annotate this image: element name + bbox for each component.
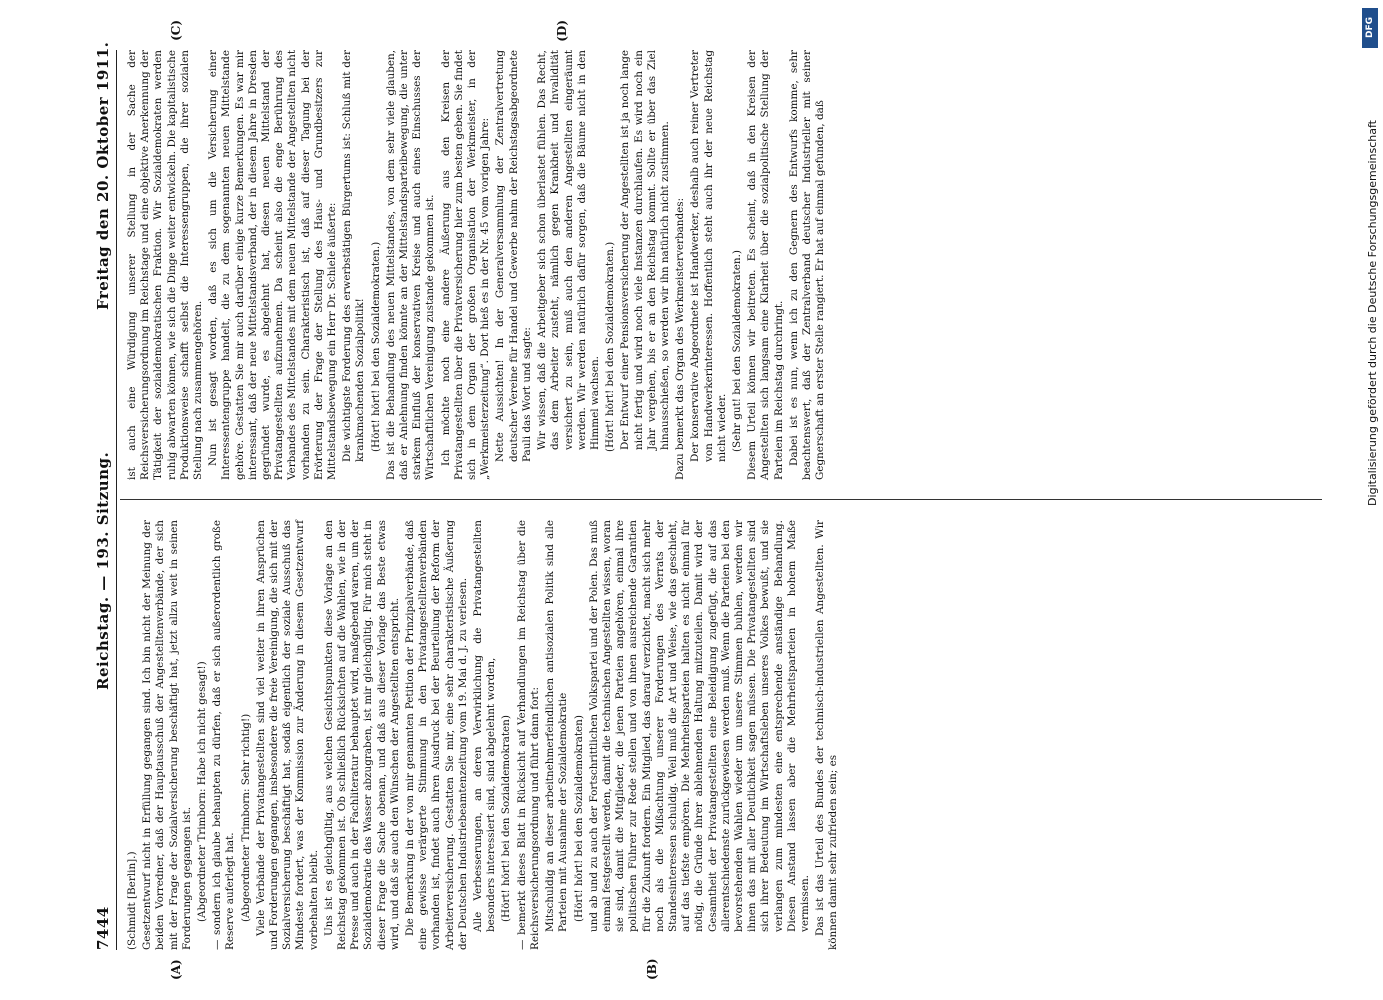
quotation: Mitschuldig an dieser arbeitnehmerfeindlichen antisozialen Politik sind alle Parteien mit Ausnahme der Sozialdemokratie	[544, 520, 570, 932]
paragraph: Uns ist es gleichgültig, aus welchen Gesichtspunkten diese Vorlage an den Reichstag gekommen ist. Ob schließlich Rücksichten auf die Wahlen, wie in der Presse und auch in der Fachliteratur behauptet wird, maßgebend waren, um der Sozialdemokratie das Wasser abzugraben, ist mir gleichgültig. Für mich steht in dieser Frage die Sache obenan, und daß aus dieser Vorlage das Beste etwas wird, und daß sie auch den Wünschen der Angestellten entspricht.	[322, 520, 401, 950]
paragraph: Nun ist gesagt worden, daß es sich um die Versicherung einer Interessentengruppe handelt, die zu dem sogenannten neuen Mittelstande gehöre. Gestatten Sie mir auch darüber einige kurze Bemerkungen. Es war mir interessant, daß der neue Mittelstandsverband, der in diesem Jahre in Dresden gegründet wurde, es abgelehnt hat, diesen neuen Mittelstand der Privatangestellten aufzunehmen. Da scheint also die enge Berührung des Verbandes des Mittelstandes mit dem neuen Mittelstande der Angestellten nicht vorhanden zu sein. Charakteristisch ist, daß auf dieser Tagung bei der Erörterung der Frage der Stellung des Haus- und Grundbesitzers zur Mittelstandsbewegung ein Herr Dr. Schiele äußerte:	[207, 50, 339, 480]
column-divider	[120, 499, 1322, 500]
quotation: und ab und zu auch der Fortschrittlichen Volkspartei und der Polen. Das muß einmal festgestellt werden, damit die technischen Angestellten wissen, woran sie sind, damit die Mitglieder, die jenen Parteien angehören, einmal ihre politischen Führer zur Rede stellen und von ihnen ausreichende Garantien für die Zukunft fordern. Ein Mitglied, das darauf verzichtet, macht sich mehr noch als die Mißachtung unserer Forderungen des Verrats der Standesinteressen schuldig. Weil muß die Art und Weise, wie das geschieht, auf das tiefste empören. Die Mehrheitsparteien halten es nicht einmal für nötig, die Gründe ihrer ablehnenden Haltung mitzuteilen. Damit wird der Gesamtheit der Privatangestellten eine Beleidigung zugefügt, die auf das allerentschiedenste zurückgewiesen werden muß. Wenn die Parteien bei den bevorstehenden Wahlen wieder um unsere Stimmen buhlen, werden wir ihnen das mit aller Deutlichkeit sagen müssen. Die Privatangestellten sind sich ihrer Bedeutung im Wirtschaftsleben unseres Volkes bewußt, und sie verlangen zum mindesten eine entsprechende anständige Behandlung. Diesen Anstand lassen aber die Mehrheitsparteien in hohem Maße vermissen.	[587, 520, 811, 932]
margin-marker-b: (B)	[645, 958, 659, 980]
paragraph: Ich möchte noch eine andere Äußerung aus den Kreisen der Privatangestellten über die Privatversicherung hier zum besten geben. Sie findet sich in dem Organ der großen Organisation der Werkmeister, in der „Werkmeisterzeitung“. Dort hieß es in der Nr. 45 vom vorigen Jahre:	[439, 50, 492, 480]
margin-marker-d: (D)	[555, 20, 569, 42]
interjection: (Hört! hört! bei den Sozialdemokraten.)	[369, 241, 382, 452]
quotation: Die wichtigste Forderung des erwerbstätigen Bürgertums ist: Schluß mit der krankmachenden Sozialpolitik!	[341, 50, 367, 462]
quotation: Der konservative Abgeordnete ist Handwerker, deshalb auch reiner Vertreter von Handwerkerinteressen. Hoffentlich steht auch ihr der neue Reichstag nicht wieder.	[689, 50, 728, 462]
page-number: 7444	[94, 906, 112, 950]
margin-marker-c: (C)	[169, 20, 183, 41]
dfg-logo: DFG	[1362, 8, 1378, 48]
paragraph: — sondern ich glaube behaupten zu dürfen, daß er sich außerordentlich große Reserve auferlegt hat.	[211, 520, 237, 950]
margin-marker-a: (A)	[169, 959, 183, 980]
right-column	[126, 20, 1322, 480]
paragraph: ist auch eine Würdigung unserer Stellung in der Sache der Reichsversicherungsordnung im Reichstage und eine objektive Anerkennung der Tätigkeit der sozialdemokratischen Fraktion. Wir Sozialdemokraten werden ruhig abwarten können, wie sich die Dinge weiter entwickeln. Die kapitalistische Produktionsweise schafft selbst die Interessengruppen, die ihrer sozialen Stellung nach zusammengehören.	[126, 50, 205, 480]
left-column	[126, 520, 1322, 980]
paragraph: Gesetzentwurf nicht in Erfüllung gegangen sind. Ich bin nicht der Meinung der beiden Vorredner, daß der Hauptausschuß der Angestelltenverbände, der sich mit der Frage der Sozialversicherung beschäftigt hat, jetzt allzu weit in seinen Forderungen gegangen ist.	[141, 520, 193, 950]
document-page	[60, 0, 1360, 1000]
session-title: Reichstag. — 193. Sitzung.	[94, 451, 112, 690]
session-date: Freitag den 20. Oktober 1911.	[94, 41, 112, 310]
rotated-page-content	[90, 20, 1330, 980]
speaker-name: (Schmidt [Berlin].)	[126, 851, 138, 950]
quotation: Nette Aussichten! In der Generalversammlung der Zentralvertretung deutscher Vereine für Handel und Gewerbe nahm der Reichstagsabgeordnete Pauli das Wort und sagte:	[494, 50, 533, 462]
paragraph: Dazu bemerkt das Organ des Werkmeisterverbandes:	[674, 197, 687, 480]
paragraph: Das ist das Urteil des Bundes der technisch-industriellen Angestellten. Wir können damit sehr zufrieden sein; es	[814, 520, 840, 950]
paragraph: Dabei ist es nun, wenn ich zu den Gegnern des Entwurfs komme, sehr beachtenswert, daß der Zentralverband deutscher Industrieller mit seiner Gegnerschaft an erster Stelle rangiert. Er hat auf einmal gefunden, daß	[787, 50, 827, 480]
quotation: Alle Verbesserungen, an deren Verwirklichung die Privatangestellten besonders interessiert sind, sind abgelehnt worden,	[472, 520, 498, 932]
quotation: Wir wissen, daß die Arbeitgeber sich schon überlastet fühlen. Das Recht, das dem Arbeiter zusteht, nämlich gegen Krankheit und Invalidität versichert zu sein, muß auch den anderen Angestellten eingeräumt werden. Wir werden natürlich dafür sorgen, daß die Bäume nicht in den Himmel wachsen.	[536, 50, 601, 450]
interjection: (Hört! hört! bei den Sozialdemokraten)	[500, 715, 513, 922]
digitization-credit-strip	[1357, 0, 1383, 1000]
paragraph: Diesem Urteil können wir beitreten. Es scheint, daß in den Kreisen der Angestellten sich langsam eine Klarheit über die sozialpolitische Stellung der Parteien im Reichstag durchringt.	[746, 50, 785, 480]
interjection: (Abgeordneter Trimborn: Sehr richtig!)	[239, 713, 252, 922]
interjection: (Sehr gut! bei den Sozialdemokraten.)	[730, 250, 743, 452]
interjection: (Hört! hört! bei den Sozialdemokraten)	[572, 715, 585, 922]
paragraph: Das ist die Behandlung des neuen Mittelstandes, von dem sehr viele glauben, daß er Anlehnung finden könnte an der Mittelstandsparteibewegung, die unter starkem Einfluß der konservativen Kreise und auch eines Einschusses der Wirtschaftlichen Vereinigung zustande gekommen ist.	[384, 50, 437, 480]
paragraph: — bemerkt dieses Blatt in Rücksicht auf Verhandlungen im Reichstag über die Reichsversicherungsordnung und führt dann fort:	[515, 520, 541, 950]
interjection: (Abgeordneter Trimborn: Habe ich nicht gesagt!)	[196, 661, 209, 922]
paragraph: Die Bemerkung in der von mir genannten Petition der Prinzipalverbände, daß eine gewisse verärgerte Stimmung in den Privatangestelltenverbänden vorhanden ist, findet auch ihren Ausdruck bei der Beurteilung der Reform der Arbeiterversicherung. Gestatten Sie mir, eine sehr charakteristische Äußerung der Deutschen Industriebeamtenzeitung vom 19. Mai d. J. zu verlesen.	[404, 520, 469, 950]
digitization-credit: Digitalisierung gefördert durch die Deutsche Forschungsgemeinschaft	[1366, 120, 1379, 506]
quotation: Der Entwurf einer Pensionsversicherung der Angestellten ist ja noch lange nicht fertig und wird noch viele Instanzen durchlaufen. Es wird noch ein Jahr vergehen, bis er an den Reichstag kommt. Sollte er über das Ziel hinausschießen, so werden wir ihn natürlich nicht zustimmen.	[619, 50, 671, 450]
interjection: (Hört! hört! bei den Sozialdemokraten.)	[604, 241, 617, 452]
paragraph: Viele Verbände der Privatangestellten sind viel weiter in ihren Ansprüchen und Forderungen gegangen, insbesondere die freie Vereinigung, die sich mit der Sozialversicherung beschäftigt hat, sodaß eigentlich der soziale Ausschuß das Mindeste fordert, was der Kommission zur Änderung in diesem Gesetzentwurf vorbehalten bleibt.	[254, 520, 320, 950]
header-rule	[116, 50, 117, 950]
page-header	[90, 41, 116, 950]
